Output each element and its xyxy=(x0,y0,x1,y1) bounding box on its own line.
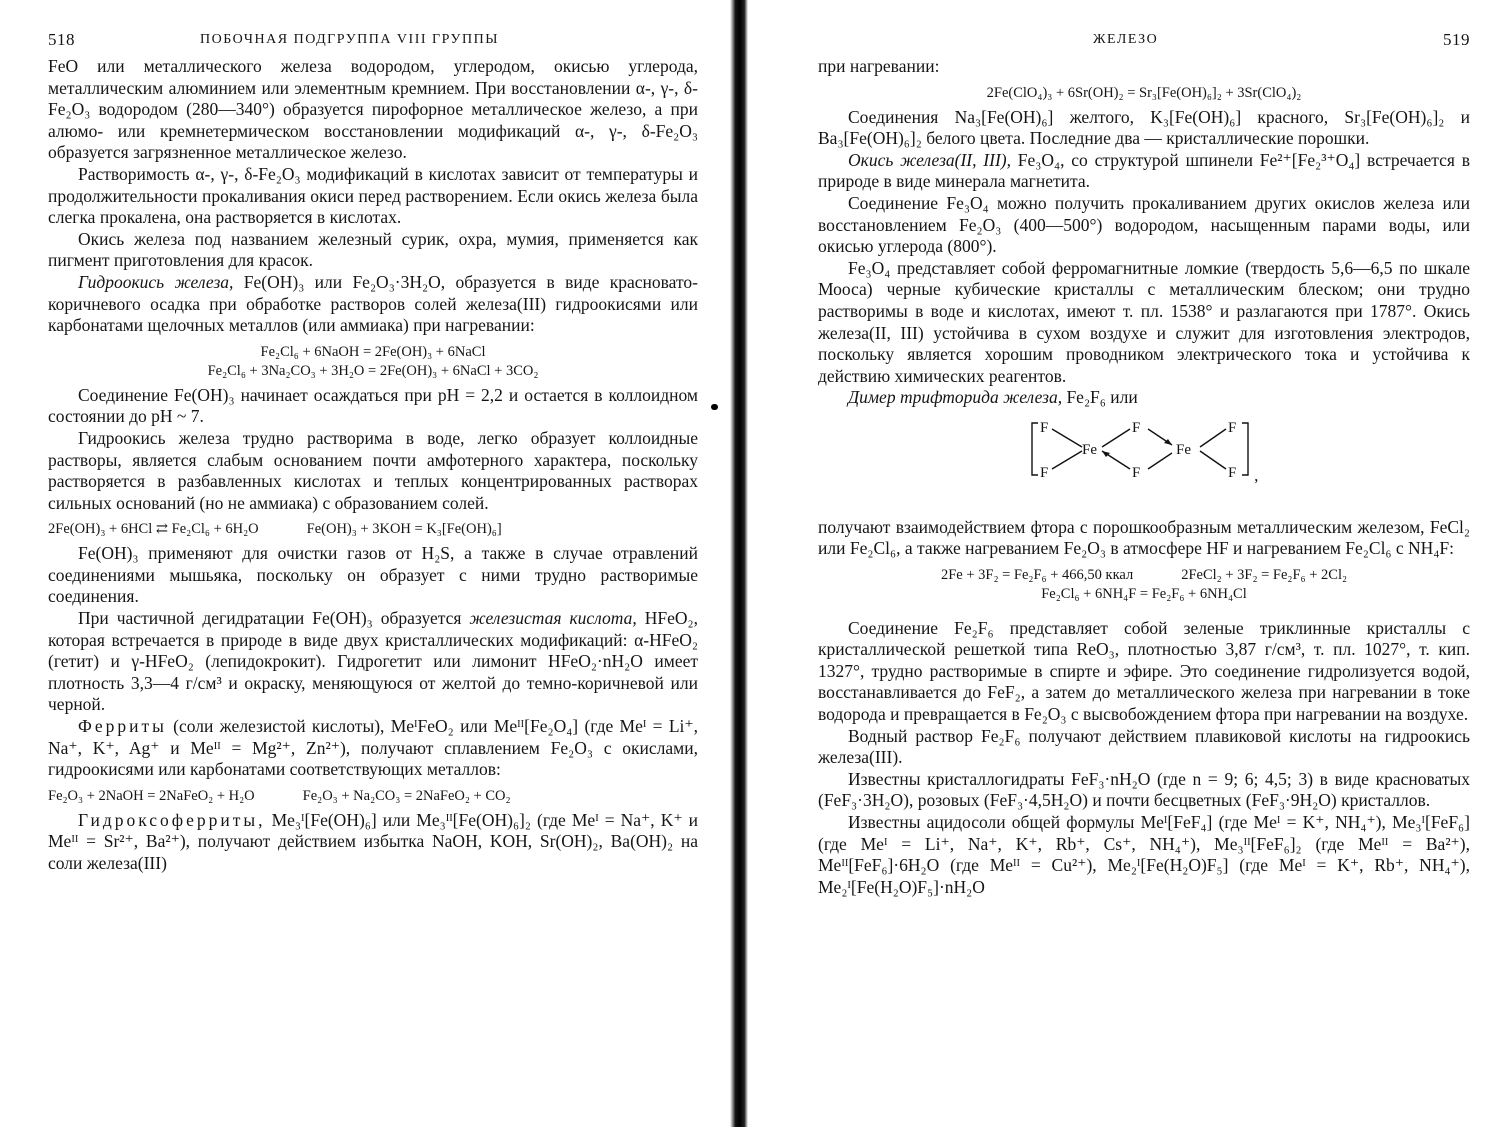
paragraph xyxy=(48,716,698,781)
paragraph: Соединение Fe(OH)₃ начинает осаждаться при pH = 2,2 и остается в коллоидном состоянии до pH ~ 7. xyxy=(48,384,698,427)
equation: 2FeCl₂ + 3F₂ = Fe₂F₆ + 2Cl₂ xyxy=(1181,566,1348,583)
paragraph xyxy=(48,608,698,716)
paragraph: Fe(OH)₃ применяют для очистки газов от H₂S, а также в случае отравлений соединениями мышьяка, поскольку он образует с ними трудно растворимые соединения. xyxy=(48,543,698,607)
left-body xyxy=(48,56,698,875)
paragraph: при нагревании: xyxy=(818,56,940,76)
term: Гидроокись железа, xyxy=(78,271,234,292)
equation: Fe₂O₃ + 2NaOH = 2NaFeO₂ + H₂O xyxy=(48,787,255,804)
equation: Fe₂Cl₆ + 3Na₂CO₃ + 3H₂O = 2Fe(OH)₃ + 6NaCl + 3CO₂ xyxy=(207,362,539,379)
paragraph: Соединения Na₃[Fe(OH)₆] желтого, K₃[Fe(OH)₆] красного, Sr₃[Fe(OH)₆]₂ и Ba₃[Fe(OH)₆]₂ белого цвета. Последние два — кристаллические порошки. xyxy=(818,106,1470,149)
paragraph: Соединение Fe₂F₆ представляет собой зеленые триклинные кристаллы с кристаллической решеткой типа ReO₃, плотностью 3,87 г/см³, т. пл. 1027°, т. кип. 1327°, трудно растворимые в спирте и эфире. Это соединение гидролизуется водой, восстанавливается до FeF₂, а затем до металлического железа при нагревании в токе водорода и превращается в Fe₂O₃ с высвобождением фтора при нагревании на воздухе. xyxy=(818,617,1470,725)
bond xyxy=(1200,429,1226,447)
paragraph-text: (соли железистой кислоты), MeᴵFeO₂ или Meᴵᴵ[Fe₂O₄] (где Meᴵ = Li⁺, Na⁺, K⁺, Ag⁺ и Meᴵᴵ = Mg²⁺, Zn²⁺), получают сплавлением Fe₂O₃ с окислами, гидроокисями или карбонатами соответствующих металлов: xyxy=(48,716,698,780)
equation: 2Fe(ClO₄)₃ + 6Sr(OH)₂ = Sr₃[Fe(OH)₆]₂ + 3Sr(ClO₄)₂ xyxy=(986,84,1302,101)
bond xyxy=(1052,429,1082,447)
paragraph: Известны ацидосоли общей формулы Meᴵ[FeF₄] (где Meᴵ = K⁺, NH₄⁺), Me₃ᴵ[FeF₆] (где Meᴵ = Li⁺, Na⁺, K⁺, Rb⁺, Cs⁺, NH₄⁺), Me₃ᴵᴵ[FeF₆]₂ (где Meᴵᴵ = Ba²⁺), Meᴵᴵ[FeF₆]·6H₂O (где Meᴵᴵ = Cu²⁺), Me₂ᴵ[Fe(H₂O)F₅] (где Meᴵ = K⁺, Rb⁺, NH₄⁺), Me₂ᴵ[Fe(H₂O)F₅]·nH₂O xyxy=(818,812,1470,897)
bond xyxy=(1102,429,1130,447)
equation: Fe(OH)₃ + 3KOH = K₃[Fe(OH)₆] xyxy=(306,521,502,538)
paragraph: получают взаимодействием фтора с порошкообразным металлическим железом, FeCl₂ или Fe₂Cl₆, а также нагреванием Fe₂O₃ в атмосфере HF и нагреванием Fe₂Cl₆ с NH₄F: xyxy=(818,516,1470,559)
left-header xyxy=(48,30,698,56)
fe2f6-structure xyxy=(818,417,1470,487)
equation: Fe₂O₃ + Na₂CO₃ = 2NaFeO₂ + CO₂ xyxy=(302,787,511,804)
left-page xyxy=(48,30,698,875)
atom-f: F xyxy=(1227,464,1237,481)
bond xyxy=(1148,453,1172,469)
equation-block xyxy=(818,84,1470,103)
right-page xyxy=(818,30,1470,898)
equation: Fe₂Cl₆ + 6NaOH = 2Fe(OH)₃ + 6NaCl xyxy=(260,343,486,360)
paragraph xyxy=(48,272,698,337)
paragraph-text: При частичной дегидратации Fe(OH)₃ образуется xyxy=(78,608,470,629)
paragraph: Растворимость α-, γ-, δ-Fe₂O₃ модификаций в кислотах зависит от температуры и продолжительности прокаливания окиси перед растворением. Если окись железа была слегка прокалена, она растворяется в кислотах. xyxy=(48,163,698,228)
structure-diagram xyxy=(1030,417,1250,481)
paragraph: Соединение Fe₃O₄ можно получить прокаливанием других окислов железа или восстановлением Fe₂O₃ (400—500°) водородом, насыщенным парами воды, или окисью углерода (800°). xyxy=(818,192,1470,257)
equation: Fe₂Cl₆ + 6NH₄F = Fe₂F₆ + 6NH₄Cl xyxy=(1041,585,1247,602)
atom-f: F xyxy=(1131,419,1141,436)
term: Гидроксоферриты, xyxy=(78,809,266,830)
left-bracket xyxy=(1032,423,1038,475)
paragraph-text: Fe₃O₄, со структурой шпинели Fe²⁺[Fe₂³⁺O₄] встречается в природе в виде минерала магнетита. xyxy=(818,149,1470,192)
equation-block xyxy=(818,566,1470,604)
left-page-number: 518 xyxy=(48,30,75,49)
paragraph: Гидроокись железа трудно растворима в воде, легко образует коллоидные растворы, является слабым основанием почти амфотерного характера, поскольку растворяется в разбавленных кислотах и теплых концентрированных растворах сильных оснований (но не аммиака) с образованием солей. xyxy=(48,427,698,513)
term: Ферриты xyxy=(78,716,167,737)
right-bracket xyxy=(1242,423,1248,475)
term: железистая кислота, xyxy=(469,608,637,629)
term: Димер трифторида железа, xyxy=(848,387,1063,408)
equation-block xyxy=(48,520,698,539)
bond xyxy=(1052,451,1082,469)
structure-comma: , xyxy=(1254,465,1259,485)
equation: 2Fe(OH)₃ + 6HCl ⇄ Fe₂Cl₆ + 6H₂O xyxy=(48,521,259,538)
left-running-head: ПОБОЧНАЯ ПОДГРУППА VIII ГРУППЫ xyxy=(200,32,499,47)
paragraph: Окись железа под названием железный сурик, охра, мумия, применяется как пигмент приготовления для красок. xyxy=(48,228,698,271)
right-running-head: ЖЕЛЕЗО xyxy=(1093,32,1159,47)
atom-fe: Fe xyxy=(1175,441,1191,458)
atom-fe: Fe xyxy=(1081,441,1097,458)
term: Окись железа(II, III), xyxy=(848,149,1011,170)
book-gutter xyxy=(730,0,748,1127)
paragraph xyxy=(48,810,698,875)
paragraph: FeO или металлического железа водородом, углеродом, окисью углерода, металлическим алюминием или элементным кремнием. При восстановлении α-, γ-, δ-Fe₂O₃ водородом (280—340°) образуется пирофорное металлическое железо, а при алюмо- или кремнетермическом восстановлении модификаций α-, γ-, δ-Fe₂O₃ образуется загрязненное металлическое железо. xyxy=(48,56,698,163)
atom-f: F xyxy=(1227,419,1237,436)
right-body xyxy=(818,56,1470,898)
paragraph-text: Fe(OH)₃ или Fe₂O₃·3H₂O, образуется в виде красновато-коричневого осадка при обработке растворов солей железа(III) гидроокисями или карбонатами щелочных металлов (или аммиака) при нагревании: xyxy=(48,271,698,336)
right-page-number: 519 xyxy=(1443,30,1470,49)
paragraph xyxy=(818,387,1470,409)
atom-f: F xyxy=(1039,464,1049,481)
paragraph: Fe₃O₄ представляет собой ферромагнитные ломкие (твердость 5,6—6,5 по шкале Мооса) черные кубические кристаллы с металлическим блеском; они трудно растворимы в воде и кислотах, имеют т. пл. 1538° и разлагаются при 1787°. Окись железа(II, III) устойчива в сухом воздухе и служит для изготовления электродов, поскольку является хорошим проводником электрического тока и устойчива к действию химических реагентов. xyxy=(818,257,1470,386)
right-header xyxy=(818,30,1470,56)
paragraph-text: Fe₂F₆ или xyxy=(1062,387,1138,408)
atom-f: F xyxy=(1131,464,1141,481)
atom-f: F xyxy=(1039,419,1049,436)
bond xyxy=(1200,451,1226,469)
equation-block xyxy=(48,343,698,381)
equation-block xyxy=(48,787,698,806)
paragraph-text: HFeO₂, которая встречается в природе в виде двух кристаллических модификаций: α-HFeO₂ (гетит) и γ-HFeO₂ (лепидокрокит). Гидрогетит или лимонит HFeO₂·nH₂O имеет плотность 3,3—4 г/см³ и окраску, меняющуюся от желтой до темно-коричневой или черной. xyxy=(48,608,698,715)
print-mark xyxy=(711,404,718,410)
paragraph: Известны кристаллогидраты FeF₃·nH₂O (где n = 9; 6; 4,5; 3) в виде красноватых (FeF₃·3H₂O), розовых (FeF₃·4,5H₂O) и почти бесцветных (FeF₃·9H₂O) кристаллов. xyxy=(818,768,1470,811)
paragraph: Водный раствор Fe₂F₆ получают действием плавиковой кислоты на гидроокись железа(III). xyxy=(818,725,1470,768)
paragraph xyxy=(818,150,1470,193)
equation: 2Fe + 3F₂ = Fe₂F₆ + 466,50 ккал xyxy=(940,566,1134,583)
paragraph-text: Me₃ᴵ[Fe(OH)₆] или Me₃ᴵᴵ[Fe(OH)₆]₂ (где Meᴵ = Na⁺, K⁺ и Meᴵᴵ = Sr²⁺, Ba²⁺), получают действием избытка NaOH, KOH, Sr(OH)₂, Ba(OH)₂ на соли железа(III) xyxy=(48,809,698,873)
